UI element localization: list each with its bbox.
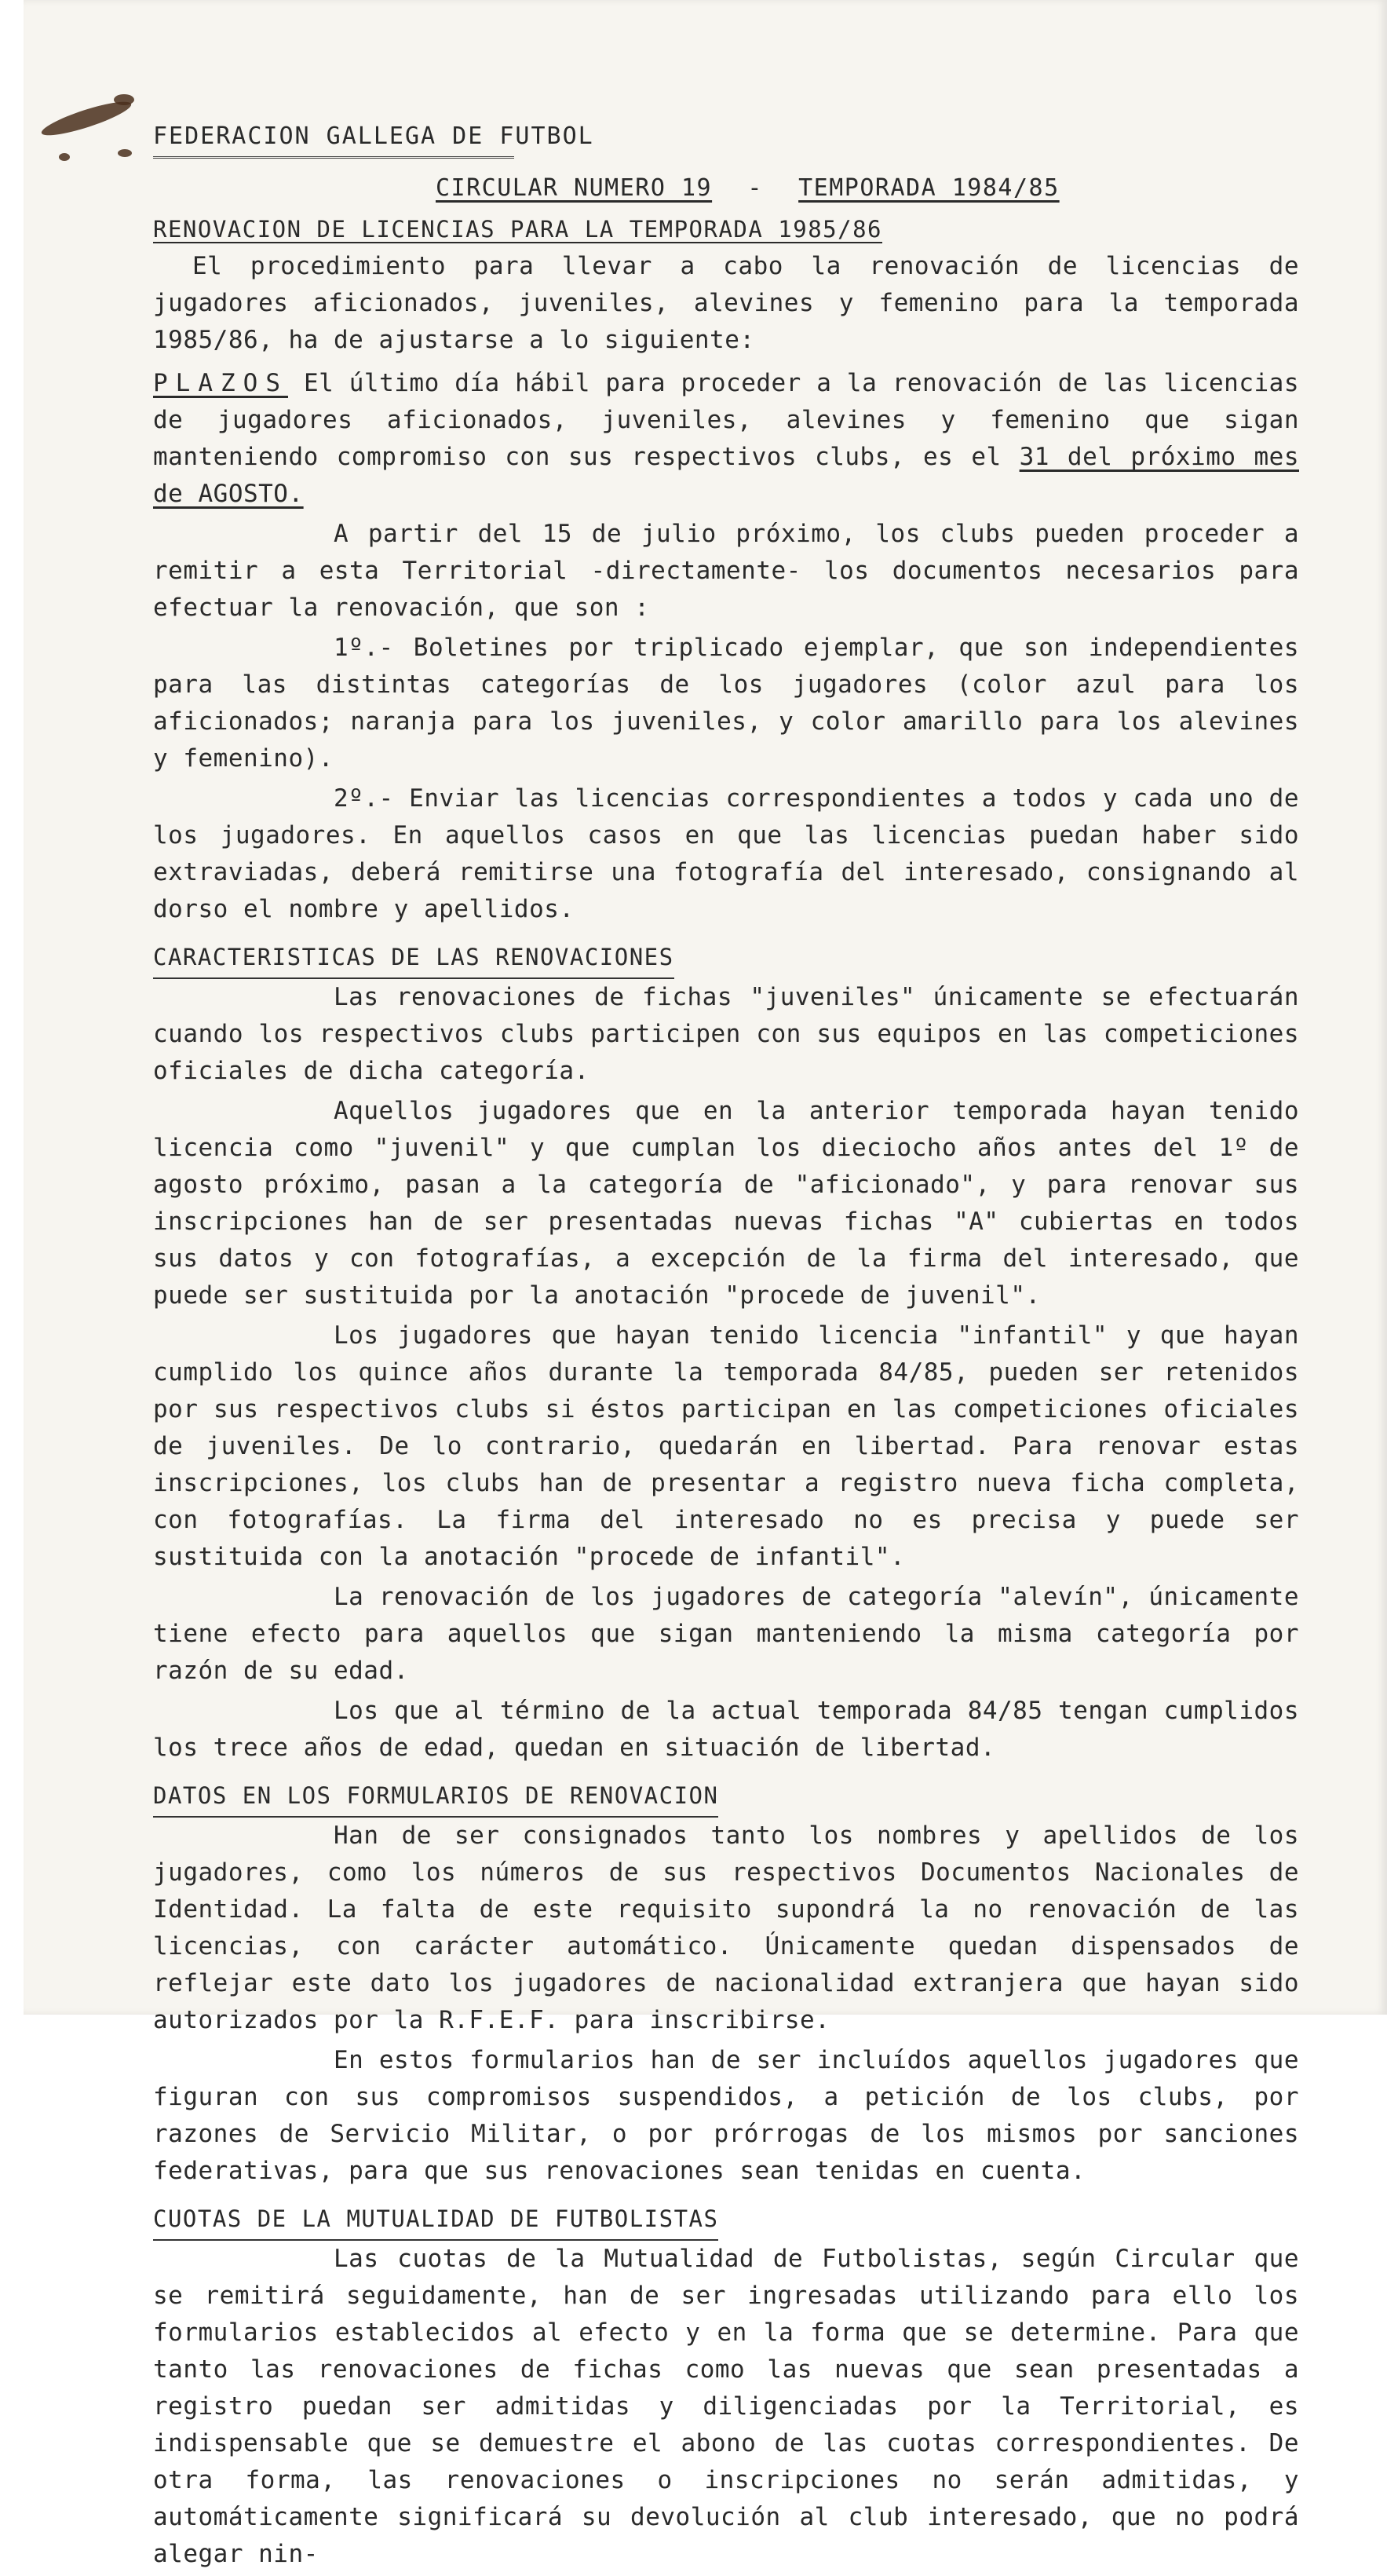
- caracteristicas-section: [153, 934, 1299, 1767]
- plazos-item-2: 2º.- Enviar las licencias correspondientes a todos y cada uno de los jugadores. En aquellos casos en que las licencias puedan haber sido extraviadas, deberá remitirse una fotografía del interesado, consignando al dorso el nombre y apellidos.: [153, 784, 1299, 923]
- caracteristicas-paragraph: Aquellos jugadores que en la anterior temporada hayan tenido licencia como "juvenil" y que cumplan los dieciocho años antes del 1º de agosto próximo, pasan a la categoría de "aficionado", y para renovar sus inscripciones han de ser presentadas nuevas fichas "A" cubiertas en todos sus datos y con fotografías, a excepción de la firma del interesado, que puede ser sustituida por la anotación "procede de juvenil".: [153, 1097, 1299, 1310]
- cuotas-paragraph: Las cuotas de la Mutualidad de Futbolistas, según Circular que se remitirá seguidamente, han de ser ingresadas utilizando para ello los formularios establecidos al efecto y en la forma que se determine. Para que tanto las renovaciones de fichas como las nuevas que sean presentadas a registro puedan ser admitidas y diligenciadas por la Territorial, es indispensable que se demuestre el abono de las cuotas correspondientes. De otra forma, las renovaciones o inscripciones no serán admitidas, y automáticamente significará su devolución al club interesado, que no podrá alegar nin-: [153, 2245, 1299, 2568]
- caracteristicas-paragraph: La renovación de los jugadores de categoría "alevín", únicamente tiene efecto para aquellos que sigan manteniendo la misma categoría por razón de su edad.: [153, 1583, 1299, 1685]
- scan-border: [0, 0, 24, 2015]
- plazos-paragraph: [153, 365, 1299, 513]
- circular-header: [436, 170, 1299, 206]
- document-title: [153, 211, 1299, 248]
- plazos-label: PLAZOS: [153, 369, 288, 397]
- circular-number: CIRCULAR NUMERO 19: [436, 174, 713, 202]
- plazos-text: El último día hábil para proceder a la renovación de las licencias de jugadores aficionados, juveniles, alevines y femenino que sigan manteniendo compromiso con sus respectivos clubs, es el: [153, 369, 1299, 471]
- stain-mark: [118, 149, 132, 157]
- plazos-section: [153, 365, 1299, 928]
- plazos-item-1: 1º.- Boletines por triplicado ejemplar, que son independientes para las distintas categorías de los jugadores (color azul para los aficionados; naranja para los juveniles, y color amarillo para los alevines y femenino).: [153, 634, 1299, 773]
- organization-name: FEDERACION GALLEGA DE FUTBOL: [153, 122, 594, 150]
- datos-section: [153, 1773, 1299, 2190]
- datos-paragraph: En estos formularios han de ser incluídos aquellos jugadores que figuran con sus compromisos suspendidos, a petición de los clubs, por razones de Servicio Militar, o por prórrogas de los mismos por sanciones federativas, para que sus renovaciones sean tenidas en cuenta.: [153, 2046, 1299, 2185]
- caracteristicas-heading: CARACTERISTICAS DE LAS RENOVACIONES: [153, 939, 674, 979]
- datos-paragraph: Han de ser consignados tanto los nombres y apellidos de los jugadores, como los números de sus respectivos Documentos Nacionales de Identidad. La falta de este requisito supondrá la no renovación de las licencias, con carácter automático. Únicamente quedan dispensados de reflejar este dato los jugadores de nacionalidad extranjera que hayan sido autorizados por la R.F.E.F. para inscribirse.: [153, 1821, 1299, 2034]
- caracteristicas-paragraph: Las renovaciones de fichas "juveniles" únicamente se efectuarán cuando los respectivos clubs participen con sus equipos en las competiciones oficiales de dicha categoría.: [153, 983, 1299, 1085]
- deadline-date: 31 del próximo mes de AGOSTO.: [153, 443, 1299, 508]
- cuotas-heading: CUOTAS DE LA MUTUALIDAD DE FUTBOLISTAS: [153, 2201, 718, 2241]
- organization-underline: [153, 156, 514, 159]
- stain-mark: [114, 94, 134, 105]
- document-title-text: RENOVACION DE LICENCIAS PARA LA TEMPORADA 1985/86: [153, 216, 883, 243]
- header-separator: -: [747, 174, 763, 202]
- datos-heading: DATOS EN LOS FORMULARIOS DE RENOVACION: [153, 1778, 718, 1818]
- plazos-paragraph-2: A partir del 15 de julio próximo, los clubs pueden proceder a remitir a esta Territorial -directamente- los documentos necesarios para efectuar la renovación, que son :: [153, 520, 1299, 622]
- caracteristicas-paragraph: Los que al término de la actual temporada 84/85 tengan cumplidos los trece años de edad, quedan en situación de libertad.: [153, 1697, 1299, 1762]
- season-label: TEMPORADA 1984/85: [798, 174, 1060, 202]
- cuotas-section: [153, 2196, 1299, 2573]
- document-body: [153, 118, 1299, 2576]
- stain-mark: [59, 153, 70, 161]
- intro-paragraph: El procedimiento para llevar a cabo la renovación de licencias de jugadores aficionados, juveniles, alevines y femenino para la temporada 1985/86, ha de ajustarse a lo siguiente:: [153, 252, 1299, 354]
- caracteristicas-paragraph: Los jugadores que hayan tenido licencia "infantil" y que hayan cumplido los quince años durante la temporada 84/85, pueden ser retenidos por sus respectivos clubs si éstos participan en las competiciones oficiales de juveniles. De lo contrario, quedarán en libertad. Para renovar estas inscripciones, los clubs han de presentar a registro nueva ficha completa, con fotografías. La firma del interesado no es precisa y puede ser sustituida con la anotación "procede de infantil".: [153, 1321, 1299, 1571]
